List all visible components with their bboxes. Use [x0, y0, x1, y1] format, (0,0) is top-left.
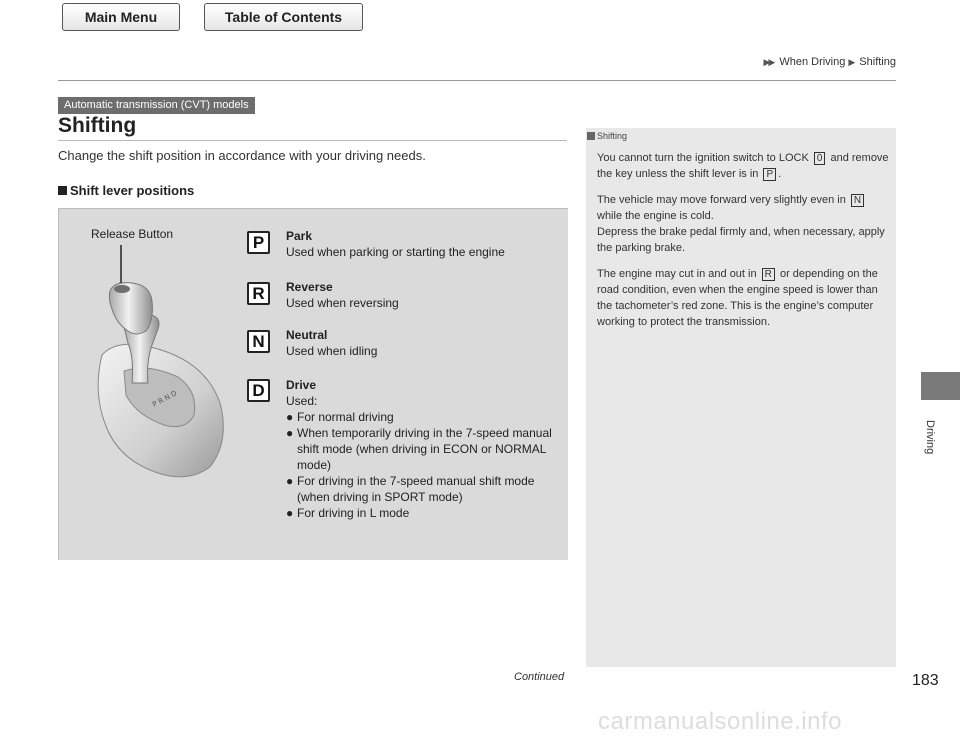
list-item: ● When temporarily driving in the 7-speed manual shift mode (when driving in ECON or NORMAL mode): [286, 425, 556, 473]
key-r-badge: R: [762, 268, 775, 281]
list-item: ● For driving in the 7-speed manual shift mode (when driving in SPORT mode): [286, 473, 556, 505]
bullet-text: For driving in L mode: [297, 506, 410, 520]
note-heading: [587, 131, 627, 141]
note-paragraph: You cannot turn the ignition switch to LOCK 0 and remove the key unless the shift lever is in P .: [597, 152, 889, 180]
shift-lever-illustration: [88, 245, 238, 485]
bullet-text: For driving in the 7-speed manual shift mode (when driving in SPORT mode): [297, 474, 535, 504]
position-r-badge: R: [247, 282, 270, 305]
note-marker-icon: [587, 132, 595, 140]
title-divider: [58, 140, 567, 141]
breadcrumb-item-shifting[interactable]: Shifting: [859, 56, 896, 68]
breadcrumb-item-when-driving[interactable]: When Driving: [779, 56, 846, 68]
header-divider: [58, 80, 896, 81]
note-body: [597, 150, 889, 340]
position-d-badge: D: [247, 379, 270, 402]
position-drive-description: [286, 377, 556, 521]
position-p-badge: P: [247, 231, 270, 254]
bullet-text: For normal driving: [297, 410, 394, 424]
position-name: Park: [286, 229, 313, 243]
section-square-icon: [58, 186, 67, 195]
position-name: Reverse: [286, 280, 333, 294]
list-item: ● For normal driving: [286, 410, 394, 424]
table-of-contents-button[interactable]: Table of Contents: [204, 3, 363, 31]
key-0-badge: 0: [814, 152, 826, 165]
position-park-description: [286, 228, 556, 260]
breadcrumb: [764, 56, 897, 68]
model-badge: Automatic transmission (CVT) models: [58, 97, 255, 114]
page-number: 183: [912, 672, 939, 689]
position-name: Neutral: [286, 328, 328, 342]
release-button-label: Release Button: [91, 227, 174, 241]
position-usage: Used when idling: [286, 344, 378, 358]
key-n-badge: N: [851, 194, 864, 207]
main-menu-button[interactable]: Main Menu: [62, 3, 180, 31]
note-heading-text: Shifting: [597, 131, 628, 141]
position-usage: Used when reversing: [286, 296, 399, 310]
position-neutral-description: [286, 327, 556, 359]
key-p-badge: P: [763, 168, 776, 181]
note-paragraph: The vehicle may move forward very slightly even in N while the engine is cold. Depress the brake pedal firmly and, when necessary, apply the parking brake.: [597, 194, 885, 254]
breadcrumb-arrow-icon: ▶▶: [763, 56, 774, 67]
intro-text: Change the shift position in accordance with your driving needs.: [58, 148, 426, 163]
section-heading-text: Shift lever positions: [70, 183, 195, 198]
page-title: Shifting: [58, 114, 137, 137]
chapter-label: Driving: [924, 420, 936, 455]
bullet-text: When temporarily driving in the 7-speed manual shift mode (when driving in ECON or NORMAL mode): [297, 426, 552, 472]
watermark: carmanualsonline.info: [598, 708, 842, 735]
note-paragraph: The engine may cut in and out in R or depending on the road condition, even when the engine speed is lower than the tachometer’s red zone. This is the engine’s computer working to protect the transmission.: [597, 268, 878, 328]
position-usage: Used when parking or starting the engine: [286, 245, 505, 259]
continued-label: Continued: [514, 671, 565, 683]
position-usage: Used:: [286, 394, 318, 408]
position-reverse-description: [286, 279, 556, 311]
section-heading: [58, 183, 194, 198]
breadcrumb-arrow-icon: ▶: [848, 56, 856, 67]
position-name: Drive: [286, 378, 317, 392]
svg-text:P R N D: P R N D: [151, 389, 179, 409]
chapter-tab: [921, 372, 960, 400]
list-item: ● For driving in L mode: [286, 506, 410, 520]
position-n-badge: N: [247, 330, 270, 353]
